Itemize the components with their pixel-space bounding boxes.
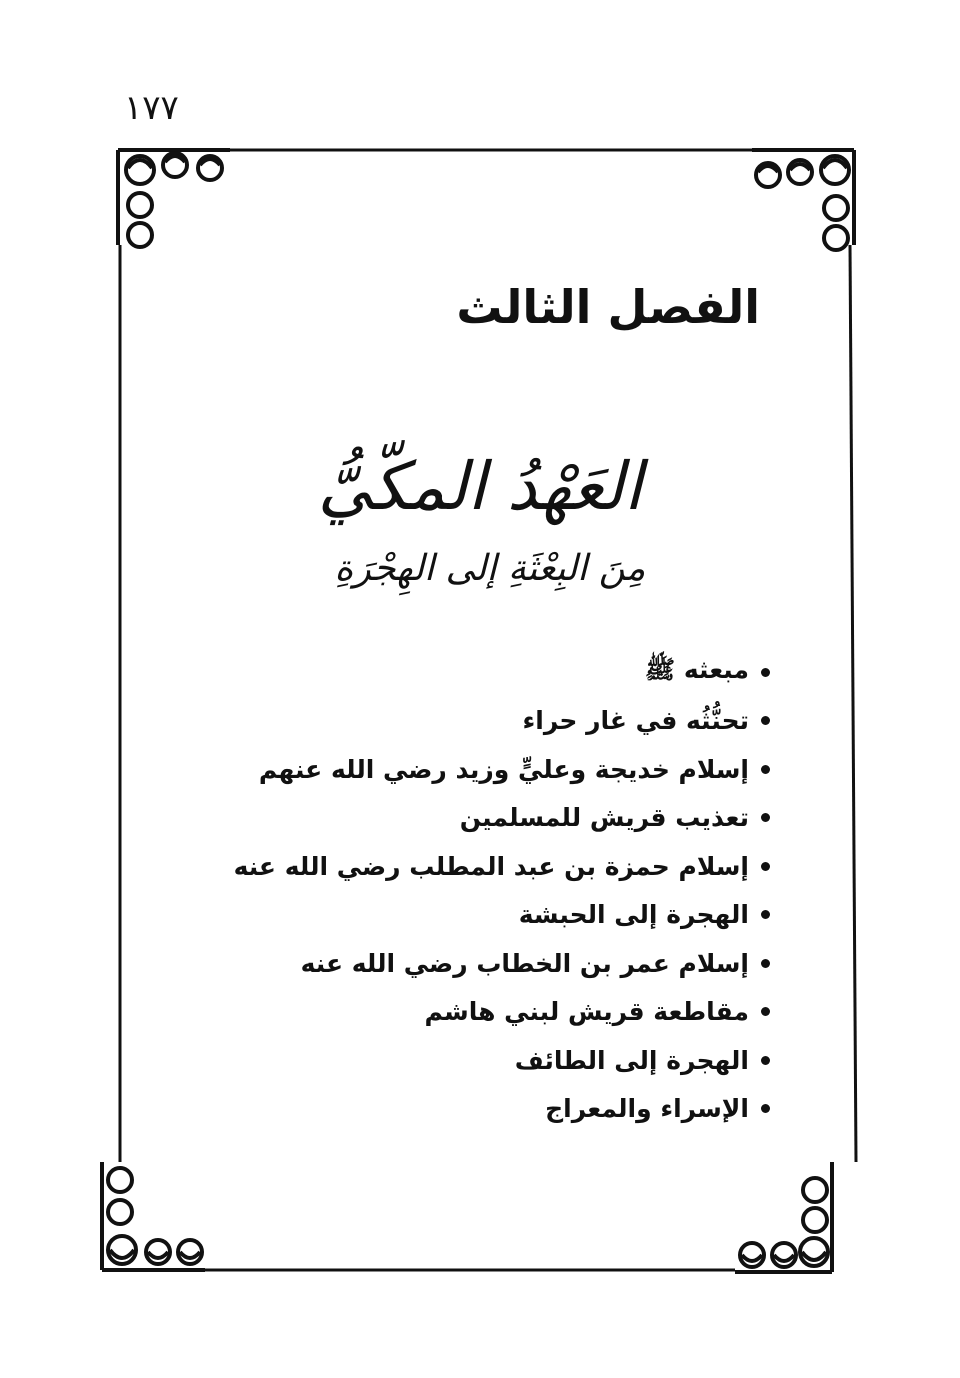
subtitle: مِنَ البِعْثَةِ إلى الهِجْرَةِ <box>334 548 646 589</box>
list-item <box>234 794 770 843</box>
frame-right-line <box>850 245 856 1162</box>
bullet-icon <box>761 1056 770 1065</box>
main-title: العَهْدُ المكّيُّ <box>317 448 643 525</box>
topic-text: تحنُّثُه في غار حراء <box>522 706 749 736</box>
topic-text: الهجرة إلى الحبشة <box>518 900 749 930</box>
chapter-label: الفصل الثالث <box>456 280 760 334</box>
list-item <box>234 842 770 891</box>
list-item <box>234 891 770 940</box>
topic-text: إسلام عمر بن الخطاب رضي الله عنه <box>300 948 749 978</box>
topics-list <box>234 648 770 1133</box>
bullet-icon <box>761 716 770 725</box>
corner-ornament-bottom-right <box>735 1162 832 1272</box>
list-item <box>234 648 770 697</box>
bullet-icon <box>761 813 770 822</box>
bullet-icon <box>761 1104 770 1113</box>
list-item <box>234 988 770 1037</box>
topic-text: تعذيب قريش للمسلمين <box>459 803 749 833</box>
list-item <box>234 1036 770 1085</box>
topic-text: الهجرة إلى الطائف <box>514 1045 749 1075</box>
bullet-icon <box>761 1007 770 1016</box>
topic-text: إسلام خديجة وعليٍّ وزيد رضي الله عنهم <box>258 754 749 784</box>
bullet-icon <box>761 910 770 919</box>
bullet-icon <box>761 765 770 774</box>
topic-text: الإسراء والمعراج <box>545 1094 749 1124</box>
corner-ornament-bottom-left <box>102 1162 205 1270</box>
topic-text: إسلام حمزة بن عبد المطلب رضي الله عنه <box>233 851 749 881</box>
corner-ornament-top-right <box>752 150 854 250</box>
list-item <box>234 1085 770 1134</box>
list-item <box>234 939 770 988</box>
bullet-icon <box>761 668 770 677</box>
list-item <box>234 745 770 794</box>
page-number: ١٧٧ <box>124 88 179 128</box>
list-item <box>234 697 770 746</box>
topic-text: مبعثه ﷺ <box>644 654 749 684</box>
corner-ornament-top-left <box>118 150 230 247</box>
topic-text: مقاطعة قريش لبني هاشم <box>424 997 749 1027</box>
bullet-icon <box>761 959 770 968</box>
bullet-icon <box>761 862 770 871</box>
